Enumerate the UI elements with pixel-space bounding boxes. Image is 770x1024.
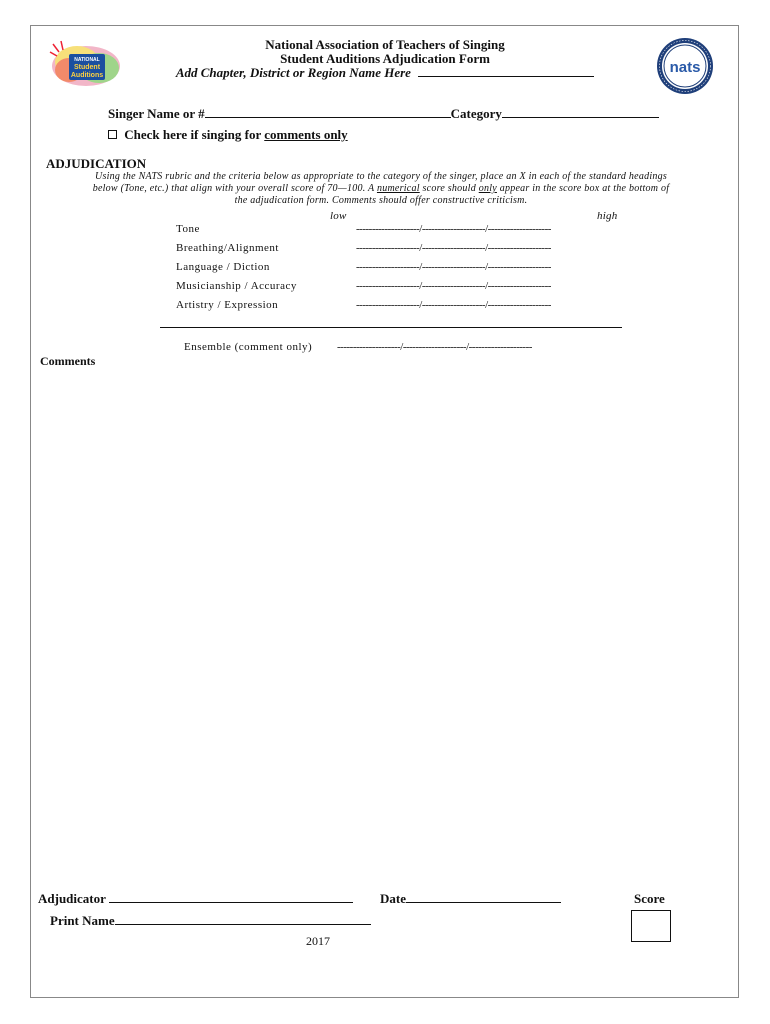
- svg-text:Auditions: Auditions: [70, 72, 104, 79]
- rubric-scale-artistry[interactable]: --------------------/--------------------/--------------------: [356, 299, 551, 311]
- instr-line3: the adjudication form. Comments should offer constructive criticism.: [234, 195, 528, 206]
- adjudication-instructions: [38, 171, 724, 207]
- chapter-line: [150, 65, 620, 81]
- adjudicator-row: [38, 891, 353, 907]
- print-name-field[interactable]: [115, 924, 371, 925]
- rubric-label-tone: Tone: [176, 223, 200, 235]
- rubric-label-musicianship: Musicianship / Accuracy: [176, 280, 297, 292]
- form-year: 2017: [306, 934, 330, 948]
- rubric-label-diction: Language / Diction: [176, 261, 270, 273]
- rubric-label-breathing: Breathing/Alignment: [176, 242, 279, 254]
- svg-text:Student: Student: [73, 64, 101, 71]
- category-field[interactable]: [502, 117, 659, 118]
- adjudication-heading: ADJUDICATION: [46, 156, 147, 171]
- svg-text:nats: nats: [669, 59, 701, 76]
- adjudicator-label: Adjudicator: [38, 891, 106, 906]
- singer-name-field[interactable]: [205, 117, 451, 118]
- print-name-label: Print Name: [50, 913, 115, 928]
- print-name-row: [50, 913, 371, 929]
- score-label: Score: [634, 891, 665, 906]
- ensemble-label: Ensemble (comment only): [184, 341, 313, 353]
- comments-only-checkbox[interactable]: [108, 130, 117, 139]
- form-title: Student Auditions Adjudication Form: [280, 51, 490, 66]
- category-label: Category: [450, 106, 502, 121]
- rubric-scale-breathing[interactable]: --------------------/--------------------/--------------------: [356, 242, 551, 254]
- singer-row: [108, 106, 659, 122]
- adjudicator-field[interactable]: [109, 902, 353, 903]
- comments-only-prefix: Check here if singing for: [124, 127, 265, 142]
- comments-area[interactable]: [40, 372, 720, 872]
- date-field[interactable]: [406, 902, 561, 903]
- chapter-placeholder: Add Chapter, District or Region Name Here: [175, 65, 411, 80]
- ensemble-scale[interactable]: --------------------/--------------------/--------------------: [337, 341, 532, 353]
- rubric-scale-musicianship[interactable]: --------------------/--------------------/--------------------: [356, 280, 551, 292]
- svg-text:NATIONAL: NATIONAL: [74, 57, 100, 63]
- scale-high-label: high: [597, 210, 618, 222]
- instr-line2: below (Tone, etc.) that align with your overall score of 70—100. A numerical score should only appear in the score box at the bottom of: [92, 183, 670, 194]
- rubric-label-artistry: Artistry / Expression: [176, 299, 279, 311]
- score-box[interactable]: [631, 910, 671, 942]
- nats-seal-logo: [655, 36, 715, 96]
- comments-only-row: [108, 127, 348, 143]
- rubric-divider: [160, 327, 622, 328]
- student-auditions-logo: [49, 40, 123, 88]
- chapter-field[interactable]: [418, 76, 594, 77]
- rubric-scale-tone[interactable]: --------------------/--------------------/--------------------: [356, 223, 551, 235]
- date-label: Date: [380, 891, 406, 906]
- rubric-scale-diction[interactable]: --------------------/--------------------/--------------------: [356, 261, 551, 273]
- comments-label: Comments: [40, 354, 96, 368]
- scale-low-label: low: [330, 210, 347, 222]
- singer-name-label: Singer Name or #: [108, 106, 205, 121]
- date-row: [380, 891, 561, 907]
- org-title: National Association of Teachers of Singing: [265, 37, 505, 52]
- comments-only-emphasis: comments only: [264, 127, 348, 142]
- instr-line1: Using the NATS rubric and the criteria below as appropriate to the category of the singer, place an X in each of the standard headings: [94, 171, 668, 182]
